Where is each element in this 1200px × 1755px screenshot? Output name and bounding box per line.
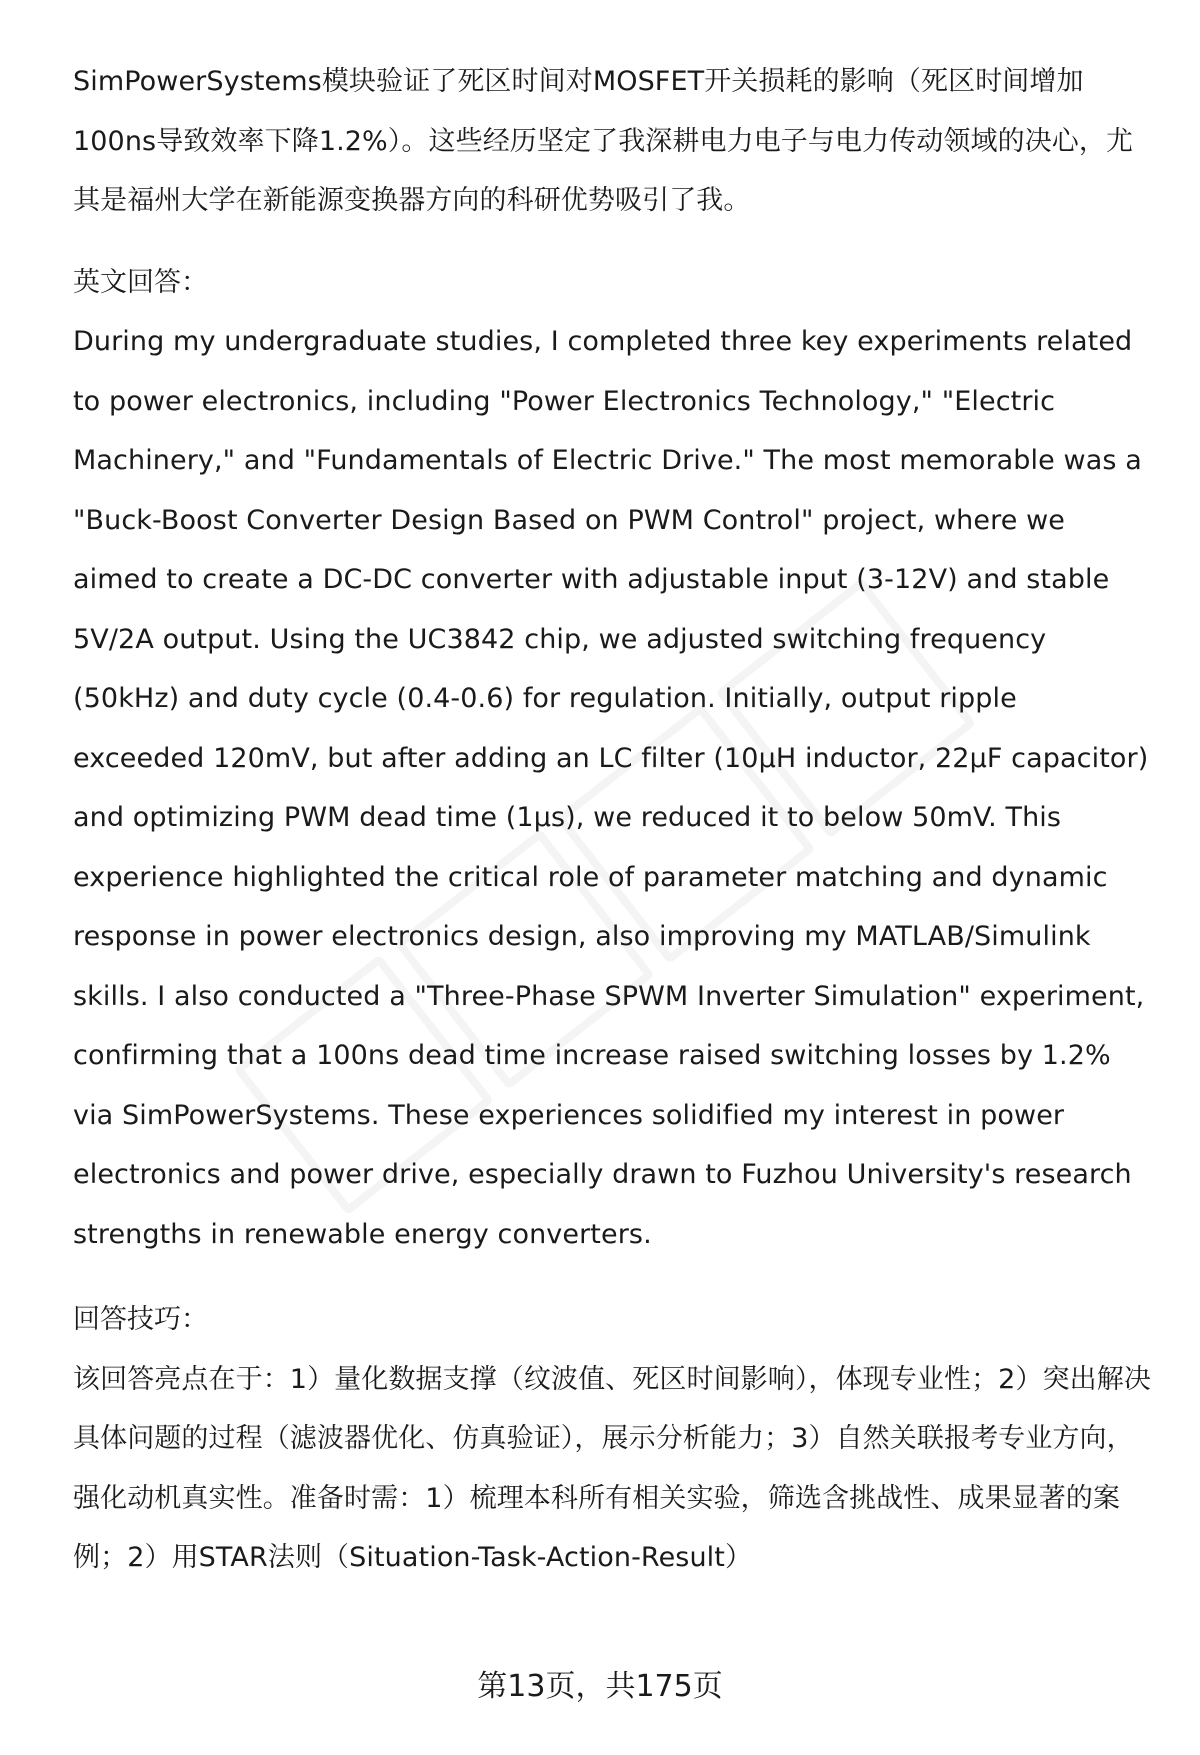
page-number: 第13页，共175页	[477, 1669, 723, 1704]
tips-paragraph: 该回答亮点在于：1）量化数据支撑（纹波值、死区时间影响），体现专业性；2）突出解决具体问题的过程（滤波器优化、仿真验证），展示分析能力；3）自然关联报考专业方向，强化动机真实性。准备时需：1）梳理本科所有相关实验，筛选含挑战性、成果显著的案例；2）用STAR法则（Situation-Task-Action-Result）	[73, 1363, 1151, 1573]
english-answer-label: 英文回答：	[73, 266, 208, 298]
document-body	[73, 52, 1153, 1588]
intro-paragraph: SimPowerSystems模块验证了死区时间对MOSFET开关损耗的影响（死区时间增加100ns导致效率下降1.2%）。这些经历坚定了我深耕电力电子与电力传动领域的决心，尤其是福州大学在新能源变换器方向的科研优势吸引了我。	[73, 66, 1134, 216]
tips-label: 回答技巧：	[73, 1304, 208, 1335]
english-answer-paragraph: During my undergraduate studies, I completed three key experiments related to power electronics, including "Power Electronics Technology," "Electric Machinery," and "Fundamentals of Electric Drive." The most memorable was a "Buck-Boost Converter Design Based on PWM Control" project, where we aimed to create a DC-DC converter with adjustable input (3-12V) and stable 5V/2A output. Using the UC3842 chip, we adjusted switching frequency (50kHz) and duty cycle (0.4-0.6) for regulation. Initially, output ripple exceeded 120mV, but after adding an LC filter (10μH inductor, 22μF capacitor) and optimizing PWM dead time (1μs), we reduced it to below 50mV. This experience highlighted the critical role of parameter matching and dynamic response in power electronics design, also improving my MATLAB/Simulink skills. I also conducted a "Three-Phase SPWM Inverter Simulation" experiment, confirming that a 100ns dead time increase raised switching losses by 1.2% via SimPowerSystems. These experiences solidified my interest in power electronics and power drive, especially drawn to Fuzhou University's research strengths in renewable energy converters.	[73, 326, 1149, 1250]
